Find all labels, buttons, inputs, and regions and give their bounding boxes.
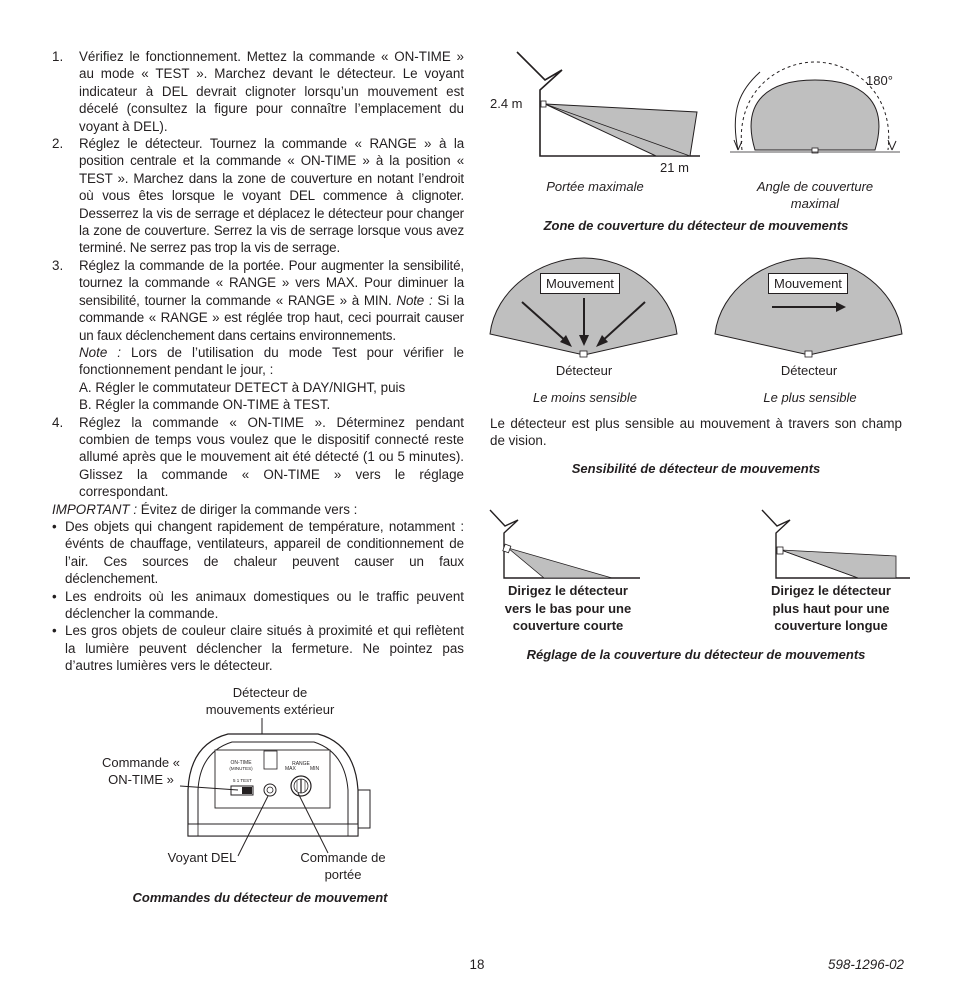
long-coverage-label (750, 582, 912, 635)
label-line: portée (324, 867, 362, 882)
step-text: Réglez la commande « ON-TIME ». Déterminez pendant combien de temps vous voulez que le dispositif connecté reste allumé après que le mouvement ait été détecté (1 ou 5 minutes). Glissez la commande « ON-TIME » vers le réglage correspondant. (79, 414, 464, 500)
label-line: Commande « (101, 755, 181, 770)
angle-label: 180° (866, 73, 893, 88)
most-sensitive-caption: Le plus sensible (763, 390, 857, 405)
portee-label: Portée maximale (546, 179, 644, 194)
bullet-marker: • (52, 623, 57, 639)
important-text: Évitez de diriger la commande vers : (137, 501, 358, 517)
step-number: 3. (52, 257, 64, 273)
distance-label: 21 m (660, 160, 689, 175)
bullet-marker: • (52, 518, 57, 534)
step-text: Vérifiez le fonctionnement. Mettez la commande « ON-TIME » au mode « TEST ». Marchez devant le détecteur. Le voyant indicateur à DEL devrait clignoter lorsqu’un mouvement est décelé (consultez la figure pour connaître l’emplacement du voyant à DEL). (79, 49, 464, 134)
movement-label-right: Mouvement (768, 273, 848, 294)
label-line: ON-TIME » (108, 772, 174, 787)
controls-caption: Commandes du détecteur de mouvement (132, 890, 388, 905)
adjustment-caption: Réglage de la couverture du détecteur de mouvements (526, 647, 866, 662)
sensitivity-caption: Sensibilité de détecteur de mouvements (571, 461, 821, 476)
note-text: Lors de l’utilisation du mode Test pour vérifier le fonctionnement pendant le jour, : (79, 344, 464, 378)
least-sensitive-caption: Le moins sensible (532, 390, 638, 405)
panel-min-text: MIN (310, 766, 320, 772)
caption-line: Angle de couverture (756, 179, 874, 194)
note-label: Note : (79, 344, 122, 360)
bullet-marker: • (52, 588, 57, 604)
detector-label-left: Détecteur (555, 363, 613, 378)
label-line: Dirigez le détecteur (508, 583, 628, 598)
page-number: 18 (469, 957, 485, 972)
step-text: Réglez le détecteur. Tournez la commande « RANGE » à la position centrale et la commande « ON-TIME » à la position « TEST ». Marchez dans la zone de couverture en notant l’endroit où vous êtes lorsque le voyant DEL commence à clignoter. Desserrez la vis de serrage et déplacez le détecteur pour changer la zone de couverture. Serrez la vis de serrage lorsque vous avez terminé. Ne serrez pas trop la vis de serrage. (79, 136, 464, 256)
panel-max-text: MAX (285, 766, 296, 772)
coverage-caption: Zone de couverture du détecteur de mouvements (543, 218, 849, 233)
figure-title-line: Détecteur de (232, 685, 308, 700)
step-number: 2. (52, 136, 64, 152)
note-item-a: A. Régler le commutateur DETECT à DAY/NIGHT, puis (79, 379, 406, 395)
detector-label-right: Détecteur (780, 363, 838, 378)
movement-label-left: Mouvement (540, 273, 620, 294)
height-label: 2.4 m (490, 96, 523, 111)
label-line: couverture courte (512, 618, 624, 633)
label-line: plus haut pour une (772, 600, 890, 616)
important-label: IMPORTANT : (52, 501, 138, 517)
sensitivity-paragraph: Le détecteur est plus sensible au mouvement à travers son champ de vision. (490, 416, 902, 449)
label-line: vers le bas pour une (504, 600, 632, 616)
step-text-b: Si la commande « RANGE » est réglée trop haut, ceci pourrait causer un faux déclenchement dans certains environnements. (79, 292, 464, 343)
panel-positions-text: 5 1 TEST (233, 778, 252, 783)
step-number: 4. (52, 414, 64, 430)
step-number: 1. (52, 49, 64, 64)
panel-range-text: RANGE (292, 761, 310, 767)
label-line: Dirigez le détecteur (771, 583, 891, 598)
label-line: couverture longue (774, 618, 888, 633)
panel-ontime-text: ON-TIME (230, 760, 252, 766)
panel-minutes-text: (MINUTES) (229, 766, 253, 771)
step-text-a: Réglez la commande de la portée. Pour augmenter la sensibilité, tournez la commande « RANGE » vers MAX. Pour diminuer la sensibilité, tourner la commande « RANGE » à MIN. (79, 257, 464, 308)
caption-line: maximal (790, 196, 840, 211)
led-label: Voyant DEL (167, 850, 237, 865)
label-line: Commande de (300, 850, 386, 865)
bullet-text: Les endroits où les animaux domestiques ou le traffic peuvent déclencher la commande. (65, 588, 464, 621)
note-label: Note : (396, 292, 433, 308)
figure-title-line: mouvements extérieur (205, 702, 335, 717)
document-number: 598-1296-02 (828, 957, 904, 972)
short-coverage-label (487, 582, 649, 635)
bullet-text: Les gros objets de couleur claire situés à proximité et qui reflètent la lumière peuvent déclencher la fermeture. Ne pointez pas d’autres lumières vers le détecteur. (65, 623, 464, 674)
note-item-b: B. Régler la commande ON-TIME à TEST. (79, 397, 331, 413)
bullet-text: Des objets qui changent rapidement de température, notamment : événts de chauffage, ventilateurs, appareil de conditionnement de l’air. Ces sources de chaleur peuvent causer un faux déclenchement. (65, 518, 464, 587)
